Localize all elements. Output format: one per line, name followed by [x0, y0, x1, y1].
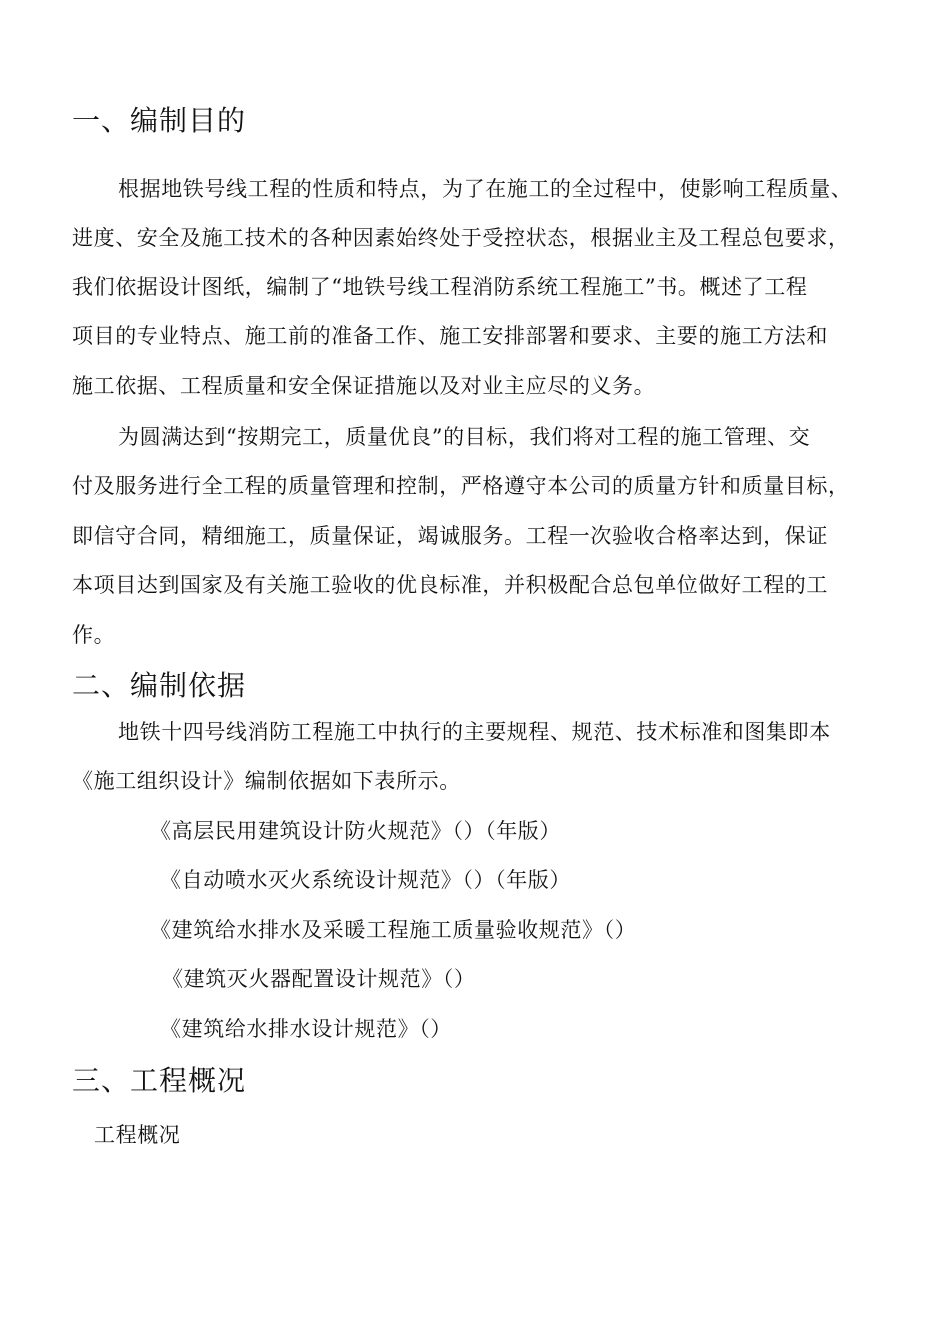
- paragraph-line: 本项目达到国家及有关施工验收的优良标准，并积极配合总包单位做好工程的工: [72, 573, 828, 597]
- paragraph-line: 付及服务进行全工程的质量管理和控制，严格遵守本公司的质量方针和质量目标，: [72, 474, 850, 498]
- reference-item: 《自动喷水灭火系统设计规范》（）（年版）: [160, 868, 571, 892]
- paragraph-line: 地铁十四号线消防工程施工中执行的主要规程、规范、技术标准和图集即本: [118, 720, 831, 744]
- reference-item: 《建筑灭火器配置设计规范》（）: [162, 967, 476, 991]
- section-heading-purpose: 一、编制目的: [72, 104, 247, 137]
- paragraph-line: 作。: [72, 623, 116, 647]
- paragraph-line: 《施工组织设计》编制依据如下表所示。: [72, 769, 461, 793]
- reference-item: 《建筑给水排水及采暖工程施工质量验收规范》（）: [150, 918, 637, 942]
- reference-item: 《建筑给水排水设计规范》（）: [160, 1017, 452, 1041]
- paragraph-line: 我们依据设计图纸，编制了“地铁号线工程消防系统工程施工”书。概述了工程: [72, 275, 808, 299]
- paragraph-line: 即信守合同，精细施工，质量保证，竭诚服务。工程一次验收合格率达到，保证: [72, 524, 828, 548]
- section-heading-overview: 三、工程概况: [72, 1064, 247, 1097]
- reference-item: 《高层民用建筑设计防火规范》（）（年版）: [150, 819, 561, 843]
- paragraph-line: 根据地铁号线工程的性质和特点，为了在施工的全过程中，使影响工程质量、: [118, 177, 853, 201]
- subheading-overview: 工程概况: [94, 1123, 181, 1147]
- paragraph-line: 进度、安全及施工技术的各种因素始终处于受控状态，根据业主及工程总包要求，: [72, 226, 850, 250]
- paragraph-line: 项目的专业特点、施工前的准备工作、施工安排部署和要求、主要的施工方法和: [72, 324, 828, 348]
- section-heading-basis: 二、编制依据: [72, 669, 247, 702]
- paragraph-line: 为圆满达到“按期完工，质量优良”的目标，我们将对工程的施工管理、交: [118, 425, 811, 449]
- paragraph-line: 施工依据、工程质量和安全保证措施以及对业主应尽的义务。: [72, 374, 656, 398]
